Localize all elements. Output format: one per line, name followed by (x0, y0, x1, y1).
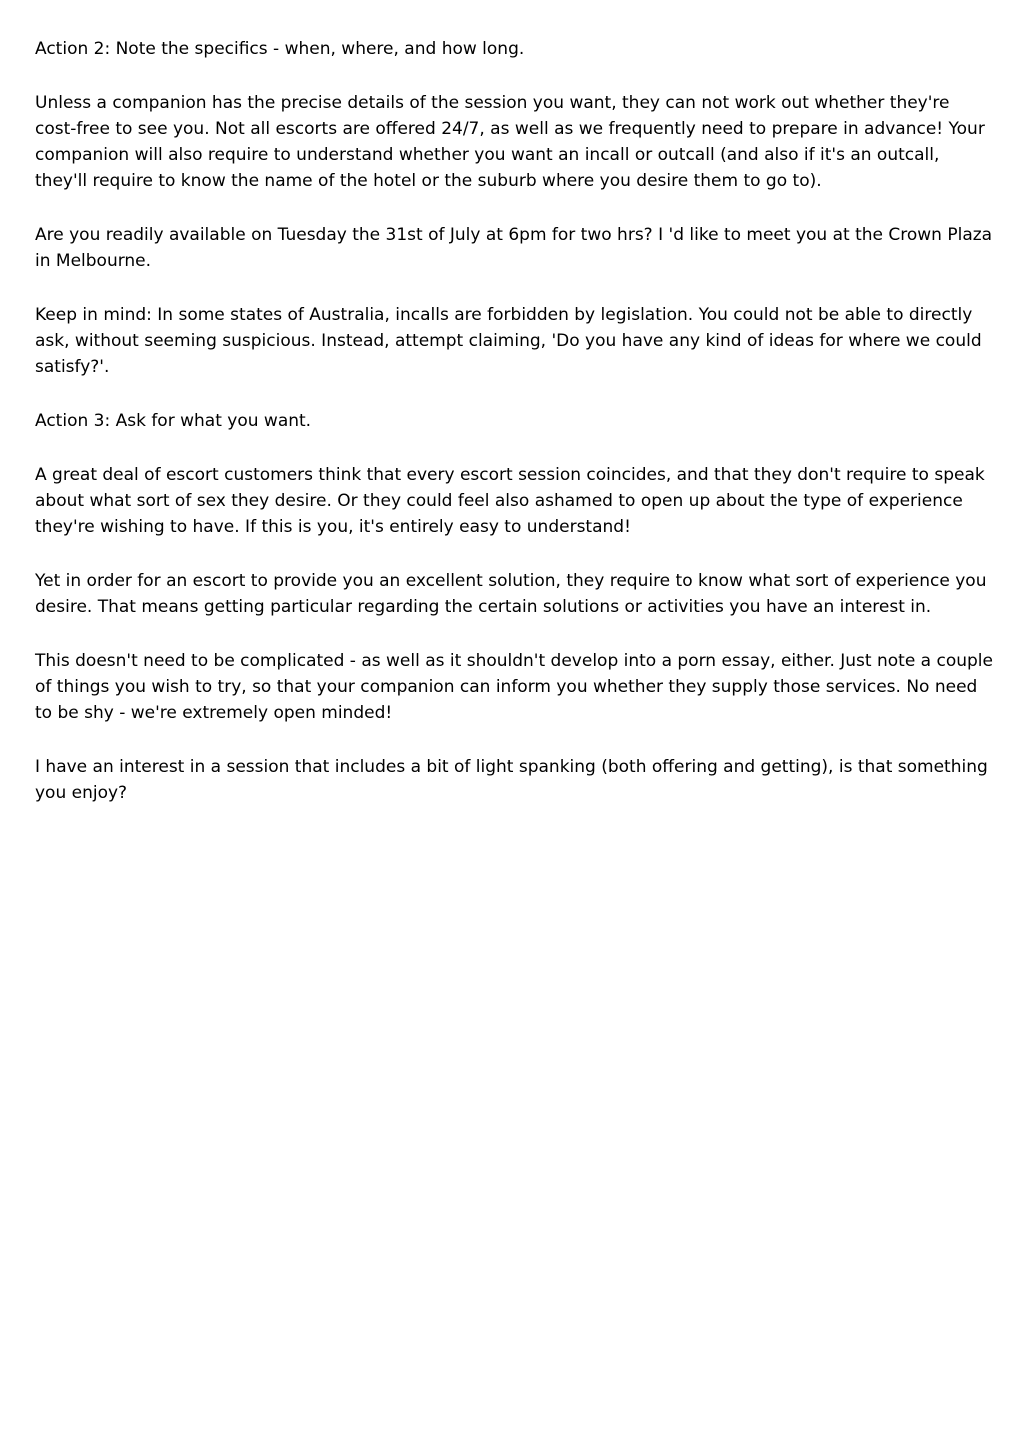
heading-action-3: Action 3: Ask for what you want. (35, 411, 312, 431)
paragraph-session-details: Unless a companion has the precise details of the session you want, they can not work out whether they're cost-free to see you. Not all escorts are offered 24/7, as well as we frequently need to prepare in advance! Your companion will also require to understand whether you want an incall or outcall (and also if it's an outcall, they'll require to know the name of the hotel or the suburb where you desire them to go to). (35, 93, 985, 191)
paragraph-customers: A great deal of escort customers think that every escort session coincides, and that they don't require to speak about what sort of sex they desire. Or they could feel also ashamed to open up about the type of experience they're wishing to have. If this is you, it's entirely easy to understand! (35, 465, 985, 537)
paragraph-not-complicated: This doesn't need to be complicated - as well as it shouldn't develop into a porn essay, either. Just note a couple of things you wish to try, so that your companion can inform you whether they supply those services. No need to be shy - we're extremely open minded! (35, 651, 993, 723)
paragraph-keep-in-mind: Keep in mind: In some states of Australia, incalls are forbidden by legislation. You could not be able to directly ask, without seeming suspicious. Instead, attempt claiming, 'Do you have any kind of ideas for where we could satisfy?'. (35, 305, 982, 377)
document-body (35, 36, 995, 834)
paragraph-example-interest: I have an interest in a session that includes a bit of light spanking (both offering and getting), is that something you enjoy? (35, 757, 988, 803)
paragraph-experience: Yet in order for an escort to provide you an excellent solution, they require to know what sort of experience you desire. That means getting particular regarding the certain solutions or activities you have an interest in. (35, 571, 987, 617)
heading-action-2: Action 2: Note the specifics - when, where, and how long. (35, 39, 525, 59)
paragraph-example-request: Are you readily available on Tuesday the 31st of July at 6pm for two hrs? I 'd like to meet you at the Crown Plaza in Melbourne. (35, 225, 993, 271)
